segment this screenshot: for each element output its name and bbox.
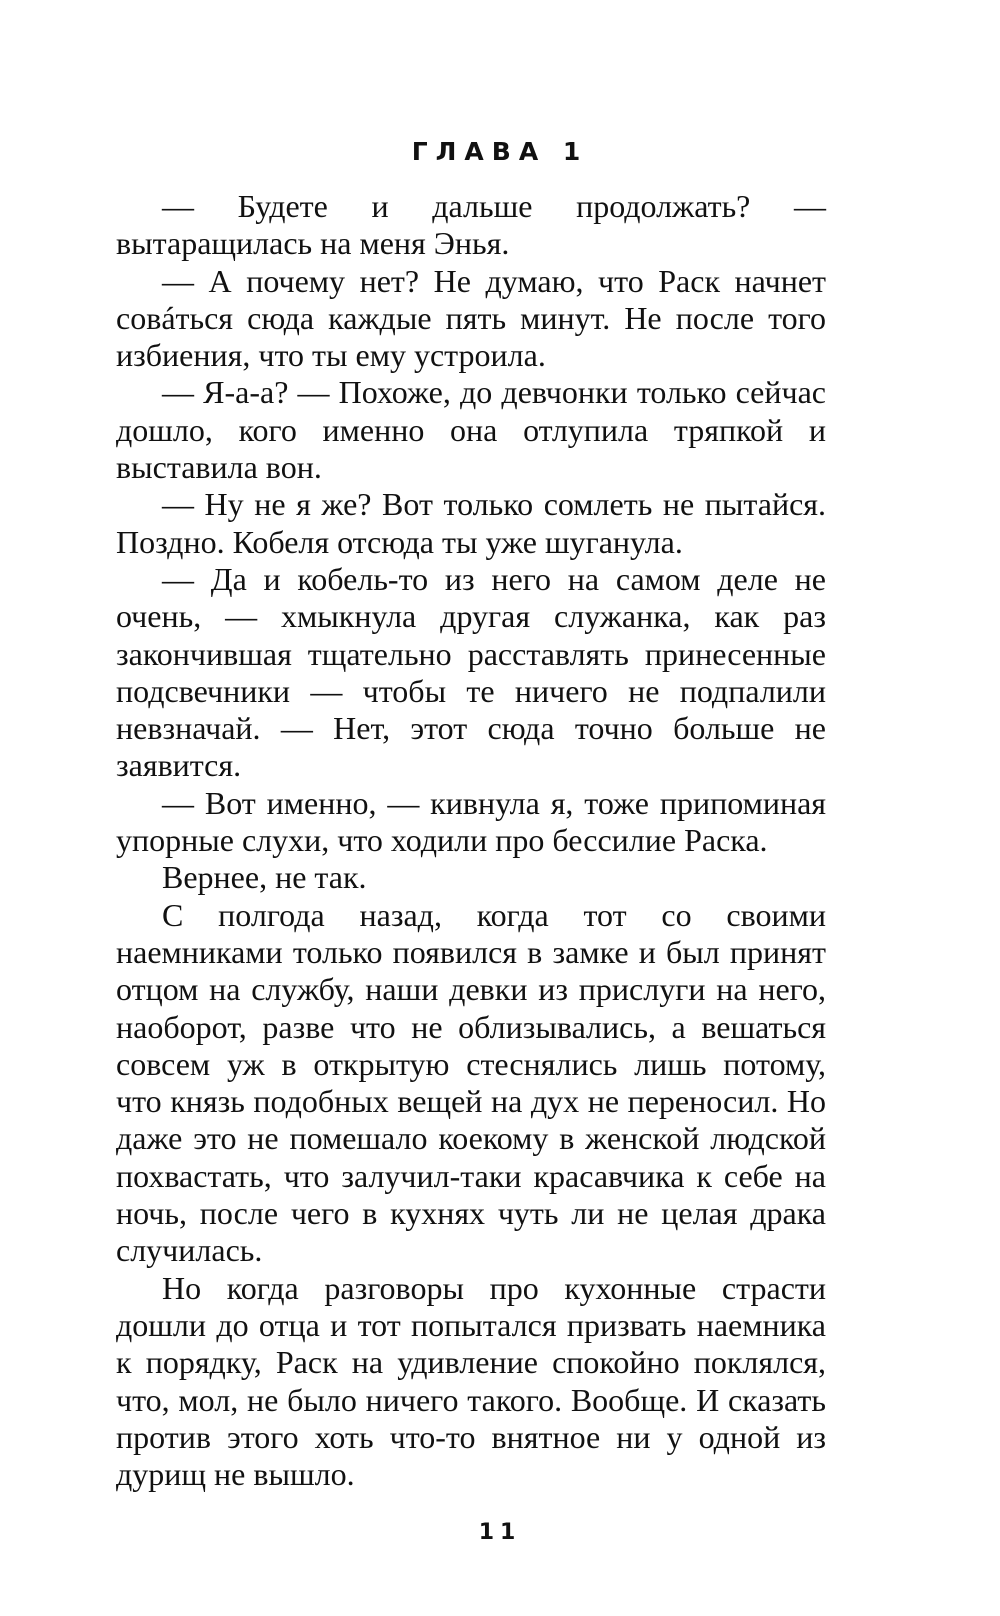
paragraph: — Вот именно, — кивнула я, тоже припоминая упорные слухи, что ходили про бессилие Раска. — [116, 784, 826, 859]
paragraph: — Ну не я же? Вот только сомлеть не пытайся. Поздно. Кобеля отсюда ты уже шуганула. — [116, 486, 826, 560]
page-number: 11 — [478, 1520, 522, 1545]
paragraph: — Я-а-а? — Похоже, до девчонки только сейчас дошло, кого именно она отлупила тряпкой и выставила вон. — [116, 374, 826, 486]
paragraph: Вернее, не так. — [162, 859, 367, 896]
paragraph: Но когда разговоры про кухонные страсти дошли до отца и тот попытался призвать наемника к порядку, Раск на удивление спокойно поклялся, что, мол, не было ничего такого. Вообще. И сказать против этого хоть что-то внятное ни у одной из дурищ не вышло. — [116, 1269, 826, 1493]
paragraph: С полгода назад, когда тот со своими наемниками только появился в замке и был принят отцом на службу, наши девки из прислуги на него, наоборот, разве что не облизывались, а вешаться совсем уж в открытую стеснялись лишь потому, что князь подобных вещей на дух не переносил. Но даже это не помешало коекому в женской людской похвастать, что залучил-таки красавчика к себе на ночь, после чего в кухнях чуть ли не целая драка случилась. — [116, 896, 826, 1269]
paragraph: — Будете и дальше продолжать? — вытаращилась на меня Энья. — [116, 188, 826, 262]
paragraph: — А почему нет? Не думаю, что Раск начнет совáться сюда каждые пять минут. Не после того избиения, что ты ему устроила. — [116, 262, 826, 374]
chapter-heading: ГЛАВА 1 — [411, 137, 589, 166]
chapter-body — [116, 188, 826, 1493]
paragraph: — Да и кобель-то из него на самом деле не очень, — хмыкнула другая служанка, как раз закончившая тщательно расставлять принесенные подсвечники — чтобы те ничего не подпалили невзначай. — Нет, этот сюда точно больше не заявится. — [116, 560, 826, 784]
